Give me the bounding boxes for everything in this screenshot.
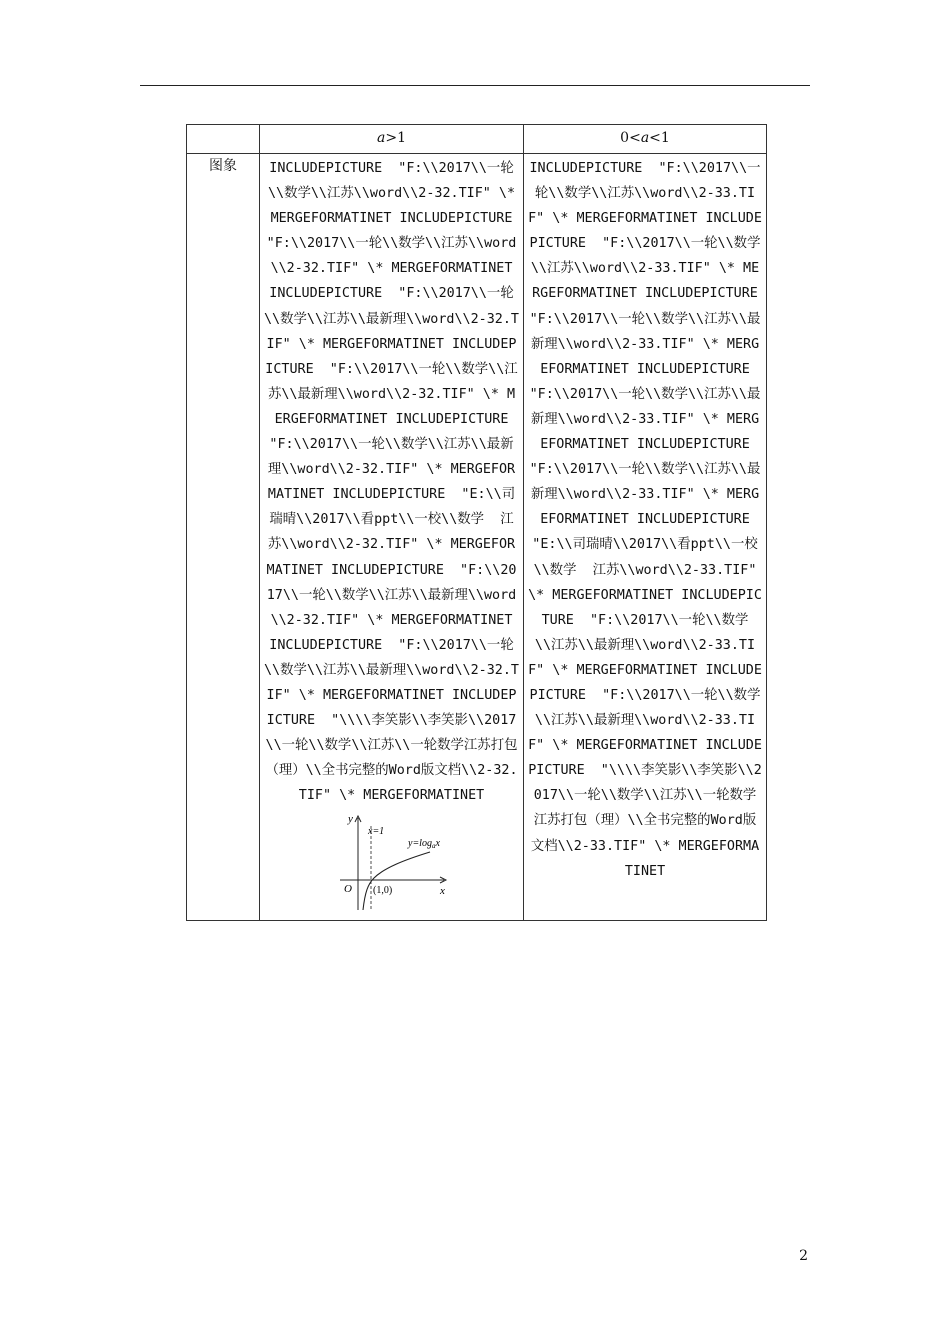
header-var-a: a bbox=[377, 130, 386, 146]
header-rel: >1 bbox=[385, 130, 406, 146]
asymptote-label: x=1 bbox=[367, 826, 384, 838]
cell-graph-a-between-0-1 bbox=[524, 154, 774, 921]
row-label: 图象 bbox=[187, 154, 260, 921]
point-label: (1,0) bbox=[372, 885, 392, 897]
page-number: 2 bbox=[799, 1248, 808, 1264]
table-header-row bbox=[187, 125, 767, 154]
y-axis-label: y bbox=[347, 813, 353, 826]
origin-label: O bbox=[343, 883, 352, 896]
curve-label-sub: a bbox=[431, 842, 435, 851]
y-axis bbox=[355, 816, 361, 910]
field-code-text: INCLUDEPICTURE "F:\\2017\\一轮\\数学\\江苏\\word\\2-32.TIF" \* MERGEFORMATINET INCLUDEPICTURE "F:\\2017\\一轮\\数学\\江苏\\word\\2-32.TIF" \* MERGEFORMATINET INCLUDEPICTURE "F:\\2017\\一轮\\数学\\江苏\\最新理\\word\\2-32.TIF" \* MERGEFORMATINET INCLUDEPICTURE "F:\\2017\\一轮\\数学\\江苏\\最新理\\word\\2-32.TIF" \* MERGEFORMATINET INCLUDEPICTURE "F:\\2017\\一轮\\数学\\江苏\\最新理\\word\\2-32.TIF" \* MERGEFORMATINET INCLUDEPICTURE "E:\\司瑞晴\\2017\\看ppt\\一校\\数学 江苏\\word\\2-32.TIF" \* MERGEFORMATINET INCLUDEPICTURE "F:\\2017\\一轮\\数学\\江苏\\最新理\\word\\2-32.TIF" \* MERGEFORMATINET INCLUDEPICTURE "F:\\2017\\一轮\\数学\\江苏\\最新理\\word\\2-32.TIF" \* MERGEFORMATINET INCLUDEPICTURE "\\\\李笑影\\李笑影\\2017\\一轮\\数学\\江苏\\一轮数学江苏打包（理）\\全书完整的Word版文档\\2-32.TIF" \* MERGEFORMATINET bbox=[264, 161, 529, 804]
log-graph bbox=[332, 812, 452, 912]
header-pre: 0< bbox=[620, 130, 641, 146]
header-var-a2: a bbox=[640, 130, 650, 146]
header-rule bbox=[140, 85, 810, 86]
x-axis bbox=[340, 877, 446, 883]
header-post: <1 bbox=[649, 130, 670, 146]
log-function-table bbox=[186, 124, 774, 921]
x-axis-label: x bbox=[439, 885, 445, 898]
log-curve bbox=[363, 852, 430, 910]
header-a-greater-1 bbox=[260, 125, 524, 154]
field-code-text-2: INCLUDEPICTURE "F:\\2017\\一轮\\数学\\江苏\\word\\2-33.TIF" \* MERGEFORMATINET INCLUDEPICTURE "F:\\2017\\一轮\\数学\\江苏\\word\\2-33.TIF" \* MERGEFORMATINET INCLUDEPICTURE "F:\\2017\\一轮\\数学\\江苏\\最新理\\word\\2-33.TIF" \* MERGEFORMATINET INCLUDEPICTURE "F:\\2017\\一轮\\数学\\江苏\\最新理\\word\\2-33.TIF" \* MERGEFORMATINET INCLUDEPICTURE "F:\\2017\\一轮\\数学\\江苏\\最新理\\word\\2-33.TIF" \* MERGEFORMATINET INCLUDEPICTURE "E:\\司瑞晴\\2017\\看ppt\\一校\\数学 江苏\\word\\2-33.TIF" \* MERGEFORMATINET INCLUDEPICTURE "F:\\2017\\一轮\\数学\\江苏\\最新理\\word\\2-33.TIF" \* MERGEFORMATINET INCLUDEPICTURE "F:\\2017\\一轮\\数学\\江苏\\最新理\\word\\2-33.TIF" \* MERGEFORMATINET INCLUDEPICTURE "\\\\李笑影\\李笑影\\2017\\一轮\\数学\\江苏\\一轮数学江苏打包（理）\\全书完整的Word版文档\\2-33.TIF" \* MERGEFORMATINET bbox=[528, 161, 774, 879]
cell-graph-a-greater-1 bbox=[260, 154, 529, 921]
header-a-between-0-1 bbox=[524, 125, 767, 154]
header-blank-cell bbox=[187, 125, 260, 154]
table-row-graph bbox=[187, 154, 767, 921]
curve-label bbox=[407, 838, 440, 850]
curve-label-prefix: y=log bbox=[407, 838, 432, 850]
curve-label-var: x bbox=[434, 838, 440, 850]
